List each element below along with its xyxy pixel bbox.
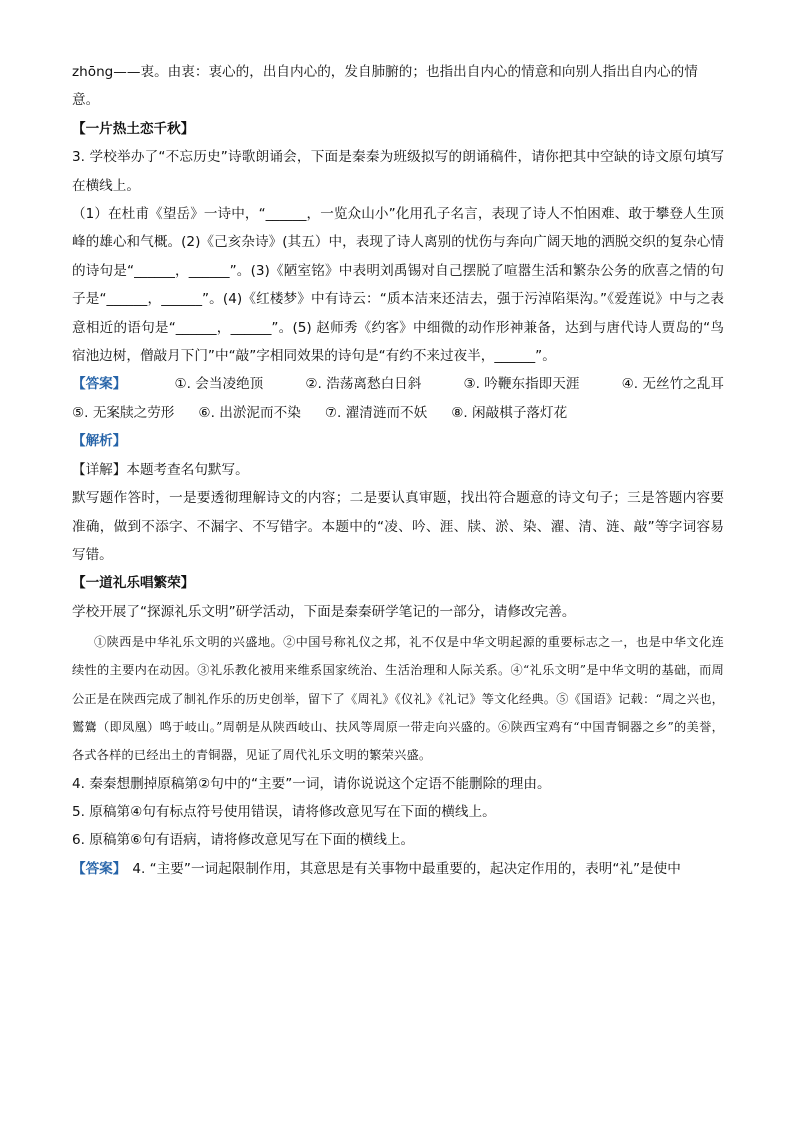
question-3-body: （1）在杜甫《望岳》一诗中，“______，一览众山小”化用孔子名言，表现了诗人不怕困难、敢于攀登人生顶峰的雄心和气概。(2)《己亥杂诗》(其五）中，表现了诗人离别的忧伤与奔向广阔天地的洒脱交织的复杂心情的诗句是“______，______”。(3)《陋室铭》中表明刘禹锡对自己摆脱了喧嚣生活和繁杂公务的欣喜之情的句子是“______，______”。(4)《红楼梦》中有诗云：“质本洁来还洁去，强于污淖陷渠沟。”《爱莲说》中与之表意相近的语句是“______，______”。(5) 赵师秀《约客》中细微的动作形神兼备，达到与唐代诗人贾岛的“鸟宿池边树，僧敲月下门”中“敲”字相同效果的诗句是“有约不来过夜半，______”。 (72, 206, 724, 365)
analysis-tag: 【解析】 (72, 433, 127, 450)
question-5: 5. 原稿第④句有标点符号使用错误，请将修改意见写在下面的横线上。 (72, 804, 496, 821)
answer-row (72, 370, 724, 398)
answer-text: 4. “主要”一词起限制作用，其意思是有关事物中最重要的，起决定作用的，表明“礼”是使中 (132, 860, 681, 877)
document-page (72, 58, 724, 883)
answer-item: ⑥. 出淤泥而不染 (198, 404, 301, 421)
answer-item: ②. 浩荡离愁白日斜 (305, 376, 422, 393)
answer-item: ⑧. 闲敲棋子落灯花 (451, 404, 568, 421)
detail-line: 【详解】本题考查名句默写。 (72, 461, 249, 478)
section-intro: 学校开展了“探源礼乐文明”研学活动，下面是秦秦研学笔记的一部分，请修改完善。 (72, 603, 576, 620)
section-title: 【一片热土恋千秋】 (72, 120, 195, 137)
answer-item: ③. 吟鞭东指即天涯 (463, 376, 580, 393)
answer-item: ⑦. 濯清涟而不妖 (324, 404, 428, 421)
answer-item: ①. 会当凌绝顶 (174, 376, 264, 393)
text-line: 意。 (72, 92, 100, 109)
question-4: 4. 秦秦想删掉原稿第②句中的“主要”一词，请你说说这个定语不能删除的理由。 (72, 775, 551, 792)
study-notes: ①陕西是中华礼乐文明的兴盛地。②中国号称礼仪之邦，礼不仅是中华文明起源的重要标志之一，也是中华文化连续性的主要内在动因。③礼乐教化被用来维系国家统治、生活治理和人际关系。④“礼乐文明”是中华文明的基础，而周公正是在陕西完成了制礼作乐的历史创举，留下了《周礼》《仪礼》《礼记》等文化经典。⑤《国语》记载：“周之兴也，鸑鷟（即凤凰）鸣于岐山。”周朝是从陕西岐山、扶风等周原一带走向兴盛的。⑥陕西宝鸡有“中国青铜器之乡”的美誉，各式各样的已经出土的青铜器，见证了周代礼乐文明的繁荣兴盛。 (72, 635, 724, 763)
detail-body: 默写题作答时，一是要透彻理解诗文的内容；二是要认真审题，找出符合题意的诗文句子；三是答题内容要准确，做到不添字、不漏字、不写错字。本题中的“凌、吟、涯、牍、淤、染、濯、清、涟、敲”等字词容易写错。 (72, 490, 724, 563)
section-title: 【一道礼乐唱繁荣】 (72, 575, 195, 592)
question-6: 6. 原稿第⑥句有语病，请将修改意见写在下面的横线上。 (72, 832, 415, 849)
answer-row (72, 399, 724, 427)
answer-item: ④. 无丝竹之乱耳 (621, 376, 724, 393)
text-line: zhōng——衷。由衷：衷心的，出自内心的，发自肺腑的；也指出自内心的情意和向别人指出自内心的情 (72, 64, 698, 80)
question-3-intro: 3. 学校举办了“不忘历史”诗歌朗诵会，下面是秦秦为班级拟写的朗诵稿件，请你把其中空缺的诗文原句填写在横线上。 (72, 149, 724, 194)
answer-item: ⑤. 无案牍之劳形 (72, 404, 175, 421)
answer-tag: 【答案】 (72, 376, 127, 393)
answer-tag: 【答案】 (72, 860, 127, 877)
